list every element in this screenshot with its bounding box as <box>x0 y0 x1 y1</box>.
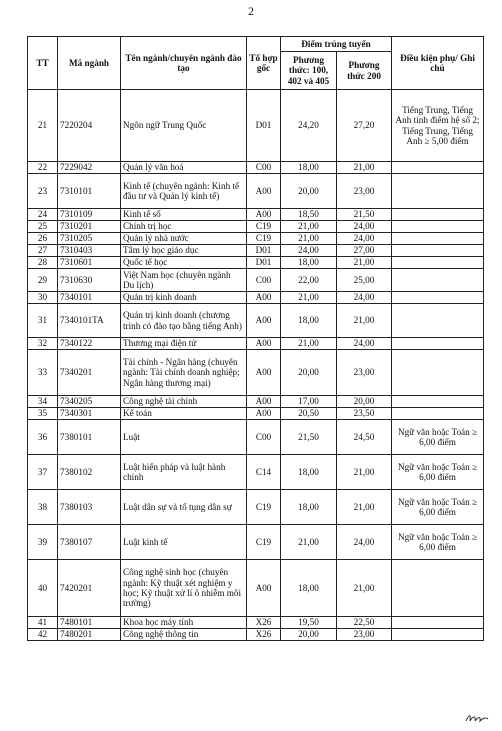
cell-code: 7380101 <box>58 420 121 455</box>
cell-note <box>392 245 484 257</box>
table-row <box>28 420 484 455</box>
cell-tt: 38 <box>28 490 58 525</box>
header-name: Tên ngành/chuyên ngành đào tạo <box>121 37 247 90</box>
cell-note <box>392 221 484 233</box>
cell-combo: C19 <box>247 233 281 245</box>
cell-code: 7380107 <box>58 525 121 560</box>
cell-tt: 37 <box>28 455 58 490</box>
cell-score-method-1: 18,00 <box>281 455 337 490</box>
cell-name: Công nghệ thông tin <box>121 629 247 641</box>
cell-tt: 24 <box>28 209 58 221</box>
table-row <box>28 209 484 221</box>
cell-name: Luật hiến pháp và luật hành chính <box>121 455 247 490</box>
table-row <box>28 257 484 269</box>
cell-tt: 42 <box>28 629 58 641</box>
header-tt: TT <box>28 37 58 90</box>
header-method-2: Phương thức 200 <box>337 52 392 90</box>
cell-name: Kinh tế số <box>121 209 247 221</box>
cell-score-method-1: 20,00 <box>281 350 337 396</box>
cell-score-method-1: 18,50 <box>281 209 337 221</box>
cell-combo: D01 <box>247 257 281 269</box>
cell-score-method-1: 22,00 <box>281 269 337 292</box>
cell-note <box>392 629 484 641</box>
admission-score-table <box>27 36 484 641</box>
cell-name: Tài chính - Ngân hàng (chuyên ngành: Tài chính doanh nghiệp; Ngân hàng thương mại) <box>121 350 247 396</box>
cell-tt: 33 <box>28 350 58 396</box>
cell-score-method-1: 17,00 <box>281 396 337 408</box>
cell-name: Quản lý nhà nước <box>121 233 247 245</box>
cell-code: 7420201 <box>58 560 121 617</box>
cell-score-method-1: 20,50 <box>281 408 337 420</box>
table-row <box>28 233 484 245</box>
cell-score-method-1: 18,00 <box>281 162 337 174</box>
cell-note <box>392 560 484 617</box>
cell-score-method-1: 20,00 <box>281 174 337 209</box>
cell-code: 7229042 <box>58 162 121 174</box>
cell-note <box>392 350 484 396</box>
table-row <box>28 396 484 408</box>
cell-combo: A00 <box>247 408 281 420</box>
cell-score-method-1: 21,50 <box>281 420 337 455</box>
cell-score-method-1: 18,00 <box>281 304 337 338</box>
cell-score-method-1: 18,00 <box>281 490 337 525</box>
cell-score-method-1: 19,50 <box>281 617 337 629</box>
cell-code: 7340301 <box>58 408 121 420</box>
cell-score-method-2: 21,00 <box>337 257 392 269</box>
header-score-group: Điểm trúng tuyển <box>281 37 392 52</box>
cell-score-method-2: 23,00 <box>337 350 392 396</box>
cell-code: 7310601 <box>58 257 121 269</box>
cell-note <box>392 338 484 350</box>
cell-score-method-1: 24,00 <box>281 245 337 257</box>
cell-combo: A00 <box>247 338 281 350</box>
cell-score-method-2: 23,50 <box>337 408 392 420</box>
table-row <box>28 560 484 617</box>
cell-combo: C19 <box>247 525 281 560</box>
cell-code: 7310205 <box>58 233 121 245</box>
cell-note <box>392 304 484 338</box>
cell-tt: 32 <box>28 338 58 350</box>
cell-note <box>392 162 484 174</box>
cell-name: Thương mại điện tử <box>121 338 247 350</box>
cell-name: Chính trị học <box>121 221 247 233</box>
table-row <box>28 292 484 304</box>
cell-combo: A00 <box>247 209 281 221</box>
cell-score-method-2: 24,00 <box>337 292 392 304</box>
table-row <box>28 269 484 292</box>
cell-code: 7480201 <box>58 629 121 641</box>
table-row <box>28 350 484 396</box>
cell-note <box>392 269 484 292</box>
cell-note <box>392 617 484 629</box>
cell-code: 7480101 <box>58 617 121 629</box>
cell-combo: C00 <box>247 269 281 292</box>
cell-note: Ngữ văn hoặc Toán ≥ 6,00 điểm <box>392 420 484 455</box>
cell-code: 7220204 <box>58 90 121 162</box>
cell-code: 7380102 <box>58 455 121 490</box>
page-number: 2 <box>248 4 254 18</box>
cell-combo: A00 <box>247 560 281 617</box>
cell-name: Quản trị kinh doanh (chương trình có đào tạo bằng tiếng Anh) <box>121 304 247 338</box>
table-row <box>28 90 484 162</box>
cell-tt: 25 <box>28 221 58 233</box>
cell-code: 7340101TA <box>58 304 121 338</box>
cell-name: Luật kinh tế <box>121 525 247 560</box>
header-code: Mã ngành <box>58 37 121 90</box>
cell-score-method-2: 27,00 <box>337 245 392 257</box>
signature-initials <box>464 711 490 725</box>
cell-code: 7310403 <box>58 245 121 257</box>
table-row <box>28 525 484 560</box>
cell-combo: A00 <box>247 396 281 408</box>
table-row <box>28 338 484 350</box>
table-row <box>28 245 484 257</box>
cell-score-method-2: 23,00 <box>337 174 392 209</box>
cell-score-method-2: 27,20 <box>337 90 392 162</box>
cell-code: 7340205 <box>58 396 121 408</box>
table-row <box>28 174 484 209</box>
cell-note <box>392 396 484 408</box>
cell-name: Việt Nam học (chuyên ngành Du lịch) <box>121 269 247 292</box>
cell-combo: X26 <box>247 617 281 629</box>
cell-code: 7310201 <box>58 221 121 233</box>
cell-combo: C00 <box>247 162 281 174</box>
cell-score-method-2: 21,00 <box>337 560 392 617</box>
cell-note <box>392 233 484 245</box>
table-row <box>28 455 484 490</box>
table-row <box>28 304 484 338</box>
cell-note <box>392 408 484 420</box>
cell-note <box>392 292 484 304</box>
cell-score-method-2: 21,00 <box>337 490 392 525</box>
cell-score-method-1: 21,00 <box>281 221 337 233</box>
cell-score-method-2: 24,00 <box>337 221 392 233</box>
cell-tt: 28 <box>28 257 58 269</box>
cell-tt: 29 <box>28 269 58 292</box>
cell-combo: X26 <box>247 629 281 641</box>
cell-note: Ngữ văn hoặc Toán ≥ 6,00 điểm <box>392 490 484 525</box>
cell-tt: 34 <box>28 396 58 408</box>
cell-note <box>392 257 484 269</box>
cell-name: Khoa học máy tính <box>121 617 247 629</box>
cell-score-method-1: 18,00 <box>281 257 337 269</box>
cell-combo: A00 <box>247 350 281 396</box>
cell-score-method-2: 24,00 <box>337 233 392 245</box>
cell-score-method-1: 21,00 <box>281 338 337 350</box>
cell-tt: 23 <box>28 174 58 209</box>
cell-code: 7340122 <box>58 338 121 350</box>
cell-name: Luật <box>121 420 247 455</box>
table-row <box>28 162 484 174</box>
cell-name: Công nghệ sinh học (chuyên ngành: Kỹ thuật xét nghiệm y học; Kỹ thuật xử lí ô nhiễm môi trường) <box>121 560 247 617</box>
cell-combo: A00 <box>247 304 281 338</box>
cell-tt: 26 <box>28 233 58 245</box>
cell-code: 7310101 <box>58 174 121 209</box>
cell-score-method-2: 24,00 <box>337 338 392 350</box>
cell-name: Quản lý văn hoá <box>121 162 247 174</box>
cell-name: Luật dân sự và tố tụng dân sự <box>121 490 247 525</box>
cell-tt: 31 <box>28 304 58 338</box>
cell-code: 7340101 <box>58 292 121 304</box>
cell-score-method-2: 24,50 <box>337 420 392 455</box>
cell-combo: A00 <box>247 292 281 304</box>
cell-combo: A00 <box>247 174 281 209</box>
cell-note: Ngữ văn hoặc Toán ≥ 6,00 điểm <box>392 455 484 490</box>
cell-tt: 41 <box>28 617 58 629</box>
header-method-1: Phương thức: 100, 402 và 405 <box>281 52 337 90</box>
cell-note: Ngữ văn hoặc Toán ≥ 6,00 điểm <box>392 525 484 560</box>
cell-score-method-2: 23,00 <box>337 629 392 641</box>
cell-score-method-2: 20,00 <box>337 396 392 408</box>
cell-score-method-1: 20,00 <box>281 629 337 641</box>
cell-score-method-2: 21,00 <box>337 455 392 490</box>
cell-score-method-1: 24,20 <box>281 90 337 162</box>
cell-combo: C14 <box>247 455 281 490</box>
table-row <box>28 617 484 629</box>
cell-tt: 40 <box>28 560 58 617</box>
cell-tt: 27 <box>28 245 58 257</box>
table-row <box>28 221 484 233</box>
cell-code: 7380103 <box>58 490 121 525</box>
table-row <box>28 408 484 420</box>
cell-score-method-2: 25,00 <box>337 269 392 292</box>
cell-tt: 36 <box>28 420 58 455</box>
cell-name: Kinh tế (chuyên ngành: Kinh tế đầu tư và Quản lý kinh tế) <box>121 174 247 209</box>
cell-score-method-1: 21,00 <box>281 292 337 304</box>
cell-name: Quản trị kinh doanh <box>121 292 247 304</box>
cell-code: 7340201 <box>58 350 121 396</box>
cell-combo: D01 <box>247 90 281 162</box>
cell-tt: 39 <box>28 525 58 560</box>
cell-code: 7310109 <box>58 209 121 221</box>
cell-combo: C00 <box>247 420 281 455</box>
cell-score-method-2: 21,00 <box>337 162 392 174</box>
cell-name: Quốc tế học <box>121 257 247 269</box>
cell-name: Kế toán <box>121 408 247 420</box>
cell-name: Ngôn ngữ Trung Quốc <box>121 90 247 162</box>
cell-tt: 35 <box>28 408 58 420</box>
cell-score-method-2: 21,50 <box>337 209 392 221</box>
cell-name: Công nghệ tài chính <box>121 396 247 408</box>
cell-code: 7310630 <box>58 269 121 292</box>
cell-score-method-1: 21,00 <box>281 525 337 560</box>
cell-name: Tâm lý học giáo dục <box>121 245 247 257</box>
cell-note: Tiếng Trung, Tiếng Anh tính điểm hệ số 2; Tiếng Trung, Tiếng Anh ≥ 5,00 điểm <box>392 90 484 162</box>
cell-note <box>392 174 484 209</box>
cell-tt: 21 <box>28 90 58 162</box>
table-row <box>28 490 484 525</box>
header-note: Điều kiện phụ/ Ghi chú <box>392 37 484 90</box>
cell-combo: C19 <box>247 490 281 525</box>
cell-note <box>392 209 484 221</box>
cell-score-method-2: 21,00 <box>337 304 392 338</box>
cell-tt: 22 <box>28 162 58 174</box>
table-row <box>28 629 484 641</box>
cell-score-method-1: 21,00 <box>281 233 337 245</box>
cell-score-method-2: 22,50 <box>337 617 392 629</box>
header-combo: Tổ hợp gốc <box>247 37 281 90</box>
cell-tt: 30 <box>28 292 58 304</box>
cell-score-method-1: 18,00 <box>281 560 337 617</box>
cell-combo: D01 <box>247 245 281 257</box>
cell-score-method-2: 24,00 <box>337 525 392 560</box>
cell-combo: C19 <box>247 221 281 233</box>
